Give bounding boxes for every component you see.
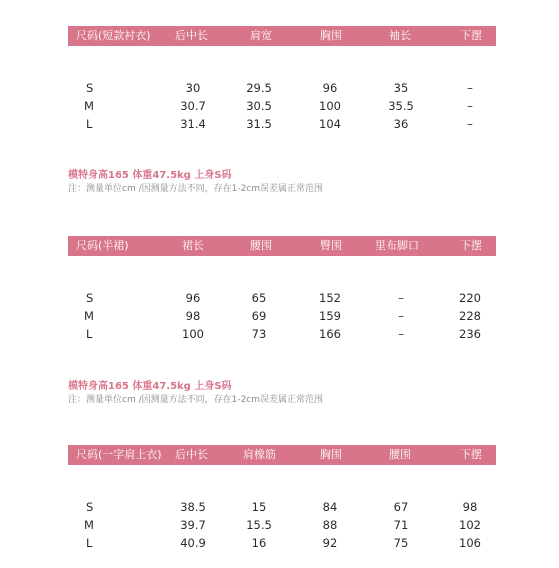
cell: – <box>398 291 404 305</box>
cell: 31.5 <box>246 117 272 131</box>
header-col2: 肩宽 <box>250 29 272 42</box>
cell: – <box>467 99 473 113</box>
cell: 100 <box>182 327 204 341</box>
cell: 30 <box>185 81 201 95</box>
cell: 73 <box>251 327 267 341</box>
cell: 92 <box>322 536 338 550</box>
cell: 15.5 <box>246 518 272 532</box>
model-info: 模特身高165 体重47.5kg 上身S码 <box>68 381 232 392</box>
table-row <box>0 517 559 533</box>
header-col4: 袖长 <box>389 29 411 42</box>
header-col3: 臀围 <box>320 239 342 252</box>
cell: 98 <box>462 500 478 514</box>
cell: 16 <box>251 536 267 550</box>
header-col3: 胸围 <box>320 448 342 461</box>
table-row <box>0 535 559 551</box>
cell: 100 <box>319 99 341 113</box>
size-label: L <box>86 117 93 131</box>
cell: 30.7 <box>180 99 206 113</box>
cell: 220 <box>459 291 481 305</box>
cell: 31.4 <box>180 117 206 131</box>
header-col2: 肩橡筋 <box>243 448 276 461</box>
header-col4: 里布脚口 <box>375 239 419 252</box>
header-col3: 胸围 <box>320 29 342 42</box>
cell: 15 <box>251 500 267 514</box>
size-label: M <box>84 99 94 113</box>
cell: 39.7 <box>180 518 206 532</box>
cell: 38.5 <box>180 500 206 514</box>
measurement-note: 注：测量单位cm /因测量方法不同，存在1-2cm误差属正常范围 <box>68 395 324 405</box>
cell: 65 <box>251 291 267 305</box>
table-row <box>0 499 559 515</box>
size-label: M <box>84 309 94 323</box>
header-size: 尺码(一字肩上衣) <box>76 448 162 461</box>
cell: – <box>467 117 473 131</box>
size-label: S <box>86 81 94 95</box>
cell: 67 <box>393 500 409 514</box>
header-col5: 下摆 <box>460 239 482 252</box>
cell: 29.5 <box>246 81 272 95</box>
table-row <box>0 98 559 114</box>
table-row <box>0 80 559 96</box>
cell: 96 <box>322 81 338 95</box>
table-header <box>68 26 496 46</box>
cell: 35.5 <box>388 99 414 113</box>
cell: 30.5 <box>246 99 272 113</box>
cell: 166 <box>319 327 341 341</box>
model-info: 模特身高165 体重47.5kg 上身S码 <box>68 170 232 181</box>
size-label: L <box>86 536 93 550</box>
cell: – <box>398 309 404 323</box>
cell: 98 <box>185 309 201 323</box>
table-row <box>0 116 559 132</box>
header-col1: 后中长 <box>175 448 208 461</box>
cell: 75 <box>393 536 409 550</box>
header-size: 尺码(短款衬衣) <box>76 29 151 42</box>
table-row <box>0 326 559 342</box>
table-header <box>68 236 496 256</box>
cell: 236 <box>459 327 481 341</box>
cell: 104 <box>319 117 341 131</box>
cell: 36 <box>393 117 409 131</box>
size-label: S <box>86 500 94 514</box>
header-col4: 腰围 <box>389 448 411 461</box>
size-label: L <box>86 327 93 341</box>
header-col5: 下摆 <box>460 29 482 42</box>
cell: 159 <box>319 309 341 323</box>
size-label: M <box>84 518 94 532</box>
table-header <box>68 445 496 465</box>
cell: 106 <box>459 536 481 550</box>
header-col1: 裙长 <box>182 239 204 252</box>
cell: 40.9 <box>180 536 206 550</box>
header-col1: 后中长 <box>175 29 208 42</box>
header-col5: 下摆 <box>460 448 482 461</box>
header-size: 尺码(半裙) <box>76 239 129 252</box>
table-row <box>0 308 559 324</box>
cell: 96 <box>185 291 201 305</box>
cell: 69 <box>251 309 267 323</box>
cell: – <box>398 327 404 341</box>
cell: 102 <box>459 518 481 532</box>
cell: 88 <box>322 518 338 532</box>
cell: 152 <box>319 291 341 305</box>
table-row <box>0 290 559 306</box>
header-col2: 腰围 <box>250 239 272 252</box>
size-label: S <box>86 291 94 305</box>
cell: 71 <box>393 518 409 532</box>
cell: – <box>467 81 473 95</box>
cell: 35 <box>393 81 409 95</box>
cell: 228 <box>459 309 481 323</box>
measurement-note: 注：测量单位cm /因测量方法不同，存在1-2cm误差属正常范围 <box>68 184 324 194</box>
cell: 84 <box>322 500 338 514</box>
